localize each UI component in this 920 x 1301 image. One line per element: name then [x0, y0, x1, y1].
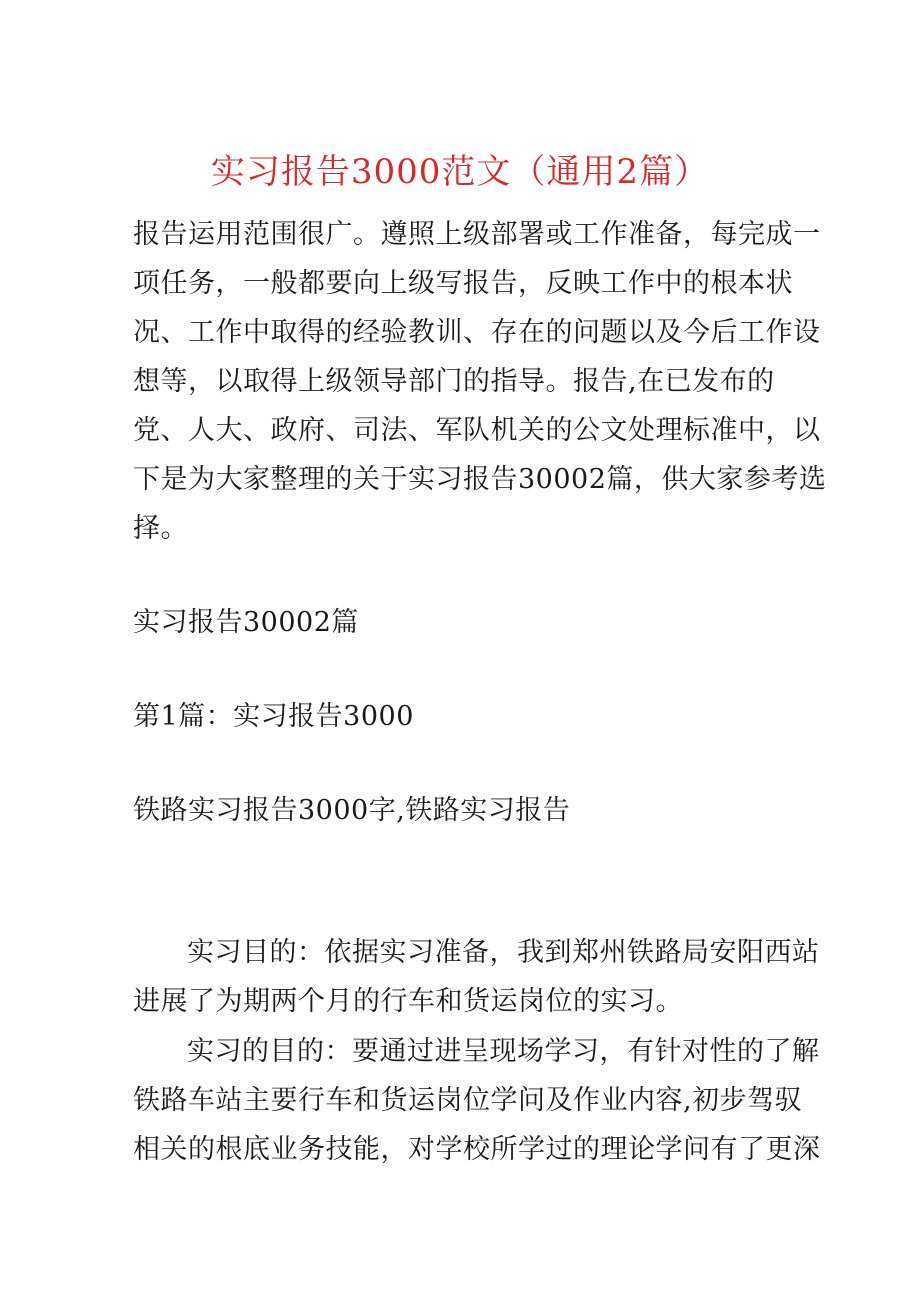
- text-line: 进展了为期两个月的行车和货运岗位的实习。: [133, 986, 683, 1017]
- text-line: 实习的目的：要通过进呈现场学习，有针对性的了解: [187, 1036, 820, 1067]
- text-line: 择。: [133, 513, 188, 544]
- article-subheading-text: 铁路实习报告3000字,铁路实习报告: [133, 795, 571, 826]
- text-line: 相关的根底业务技能，对学校所学过的理论学问有了更深: [133, 1134, 821, 1165]
- text-line: 铁路车站主要行车和货运岗位学问及作业内容,初步驾驭: [133, 1085, 803, 1116]
- text-line: 况、工作中取得的经验教训、存在的问题以及今后工作设: [133, 317, 821, 348]
- text-line: 项任务，一般都要向上级写报告，反映工作中的根本状: [133, 268, 793, 299]
- text-line: 实习目的：依据实习准备，我到郑州铁路局安阳西站: [187, 937, 820, 968]
- collection-heading-text: 实习报告30002篇: [133, 607, 359, 638]
- article-subheading: [133, 786, 793, 835]
- collection-heading: [133, 598, 793, 647]
- text-line: 下是为大家整理的关于实习报告30002篇，供大家参考选: [133, 464, 827, 495]
- document-title: 实习报告3000范文（通用2篇）: [210, 152, 710, 192]
- article-heading-text: 第1篇：实习报告3000: [133, 701, 414, 732]
- text-line: 想等，以取得上级领导部门的指导。报告,在已发布的: [133, 366, 775, 397]
- article-heading: [133, 692, 793, 741]
- body-paragraph-purpose: [133, 928, 820, 1026]
- body-paragraph-goal: [133, 1027, 821, 1174]
- intro-paragraph: [133, 210, 827, 553]
- text-line: 党、人大、政府、司法、军队机关的公文处理标准中，以: [133, 415, 821, 446]
- text-line: 报告运用范围很广。遵照上级部署或工作准备，每完成一: [133, 219, 821, 250]
